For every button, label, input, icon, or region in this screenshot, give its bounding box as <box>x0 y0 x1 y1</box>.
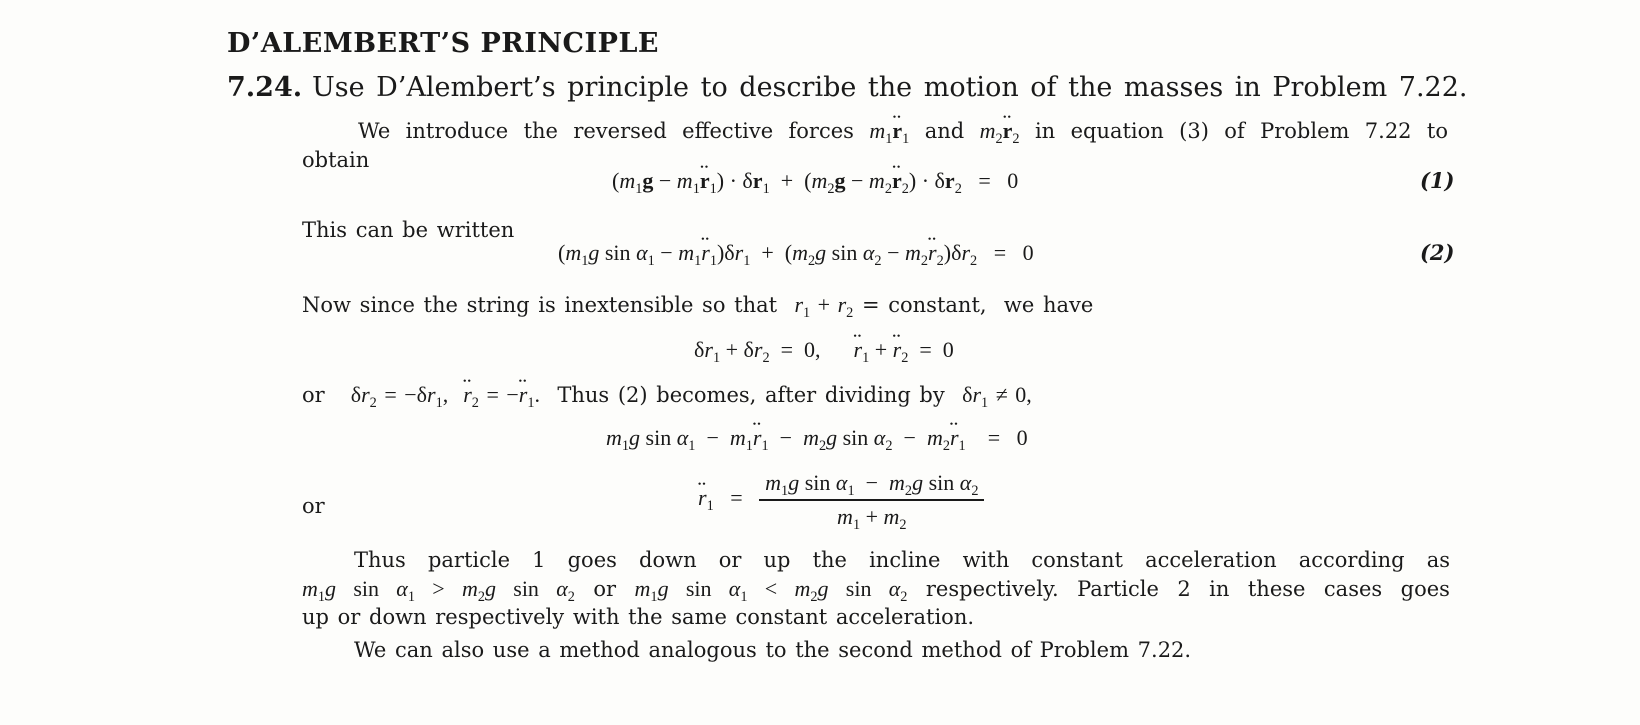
condition-less: $m_1g$ $\sin \alpha_1 < m_2g$ $\sin \alpha_2$ <box>634 576 908 605</box>
equation-1: ($m_1g$ − $m_1••$ $r_1) \cdot \delta r_1 + (m_2g$ − $m_2••$ $r_2) \cdot \delta r_2 = 0$ <box>612 168 1018 194</box>
para5-or: or <box>302 494 325 518</box>
para6-line1: Thus particle 1 goes down or up the incline with constant acceleration according as <box>354 548 1450 572</box>
equation-5: •• $r_1$ = $\frac{m_1g \sin \alpha_1 - m_2g \sin \alpha_2}{m_1 + m_2}$ <box>698 470 984 530</box>
para1-line2: obtain <box>302 148 370 172</box>
para2-text: This can be written <box>302 218 515 242</box>
equation-2: ($m_1g$ $\sin \alpha_1$ − $m_1••$ $r_1)\delta r_1 + (m_2g$ $\sin \alpha_2$ − $m_2••$ $r_2)\delta r_2 = 0$ <box>558 240 1034 266</box>
para7-text: We can also use a method analogous to the second method of Problem 7.22. <box>354 638 1192 662</box>
equation-1-number: (1) <box>1420 168 1455 193</box>
para6-line2: $m_1g$ $\sin \alpha_1 > m_2g$ $\sin \alpha_2$ or $m_1g$ $\sin \alpha_1 < m_2g$ $\sin \alpha_2$ respectively. Particle 2 in these cases goes <box>302 576 1450 605</box>
equation-2-number: (2) <box>1420 240 1455 265</box>
problem-statement: Use D’Alembert’s principle to describe the motion of the masses in Problem 7.22. <box>312 72 1468 103</box>
section-heading: D’ALEMBERT’S PRINCIPLE <box>227 28 660 59</box>
para6-line3: up or down respectively with the same constant acceleration. <box>302 605 975 629</box>
para4-line: or $\delta r_2 = -\delta r_1$, •• $r_2$ = −•• $r_1$. Thus (2) becomes, after dividing by $\delta r_1 \ne 0$, <box>302 382 1032 408</box>
equation-4: $m_1g$ $\sin \alpha_1$ − $m_1••$ $r_1 - m_2g$ $\sin \alpha_2$ − $m_2••$ $r_1$ = 0 <box>606 425 1028 451</box>
equation-3: $\delta r_1 + \delta r_2 = 0$, •• $r_1$ + •• $r_2 = 0$ <box>694 337 954 363</box>
reversed-force-2: $m_2••$ $r_2$ <box>980 118 1020 143</box>
acceleration-fraction: $\frac{m_1g \sin \alpha_1 - m_2g \sin \alpha_2}{m_1 + m_2}$ <box>759 470 984 530</box>
string-constraint: $r_1 + r_2$ <box>794 292 854 321</box>
divisor-condition: $\delta r_1 \ne 0$, <box>962 382 1032 411</box>
para3-line: Now since the string is inextensible so that $r_1 + r_2$ = constant, we have <box>302 292 1094 321</box>
para1-line1: We introduce the reversed effective forces $m_1••$ $r_1$ and $m_2••$ $r_2$ in equation (3) of Problem 7.22 to <box>358 118 1448 144</box>
problem-number: 7.24. <box>227 72 303 103</box>
constraint-relation: $\delta r_2 = -\delta r_1$, •• $r_2$ = −•• $r_1$. <box>351 382 540 407</box>
condition-greater: $m_1g$ $\sin \alpha_1 > m_2g$ $\sin \alpha_2$ <box>302 576 575 605</box>
reversed-force-1: $m_1••$ $r_1$ <box>869 118 909 143</box>
